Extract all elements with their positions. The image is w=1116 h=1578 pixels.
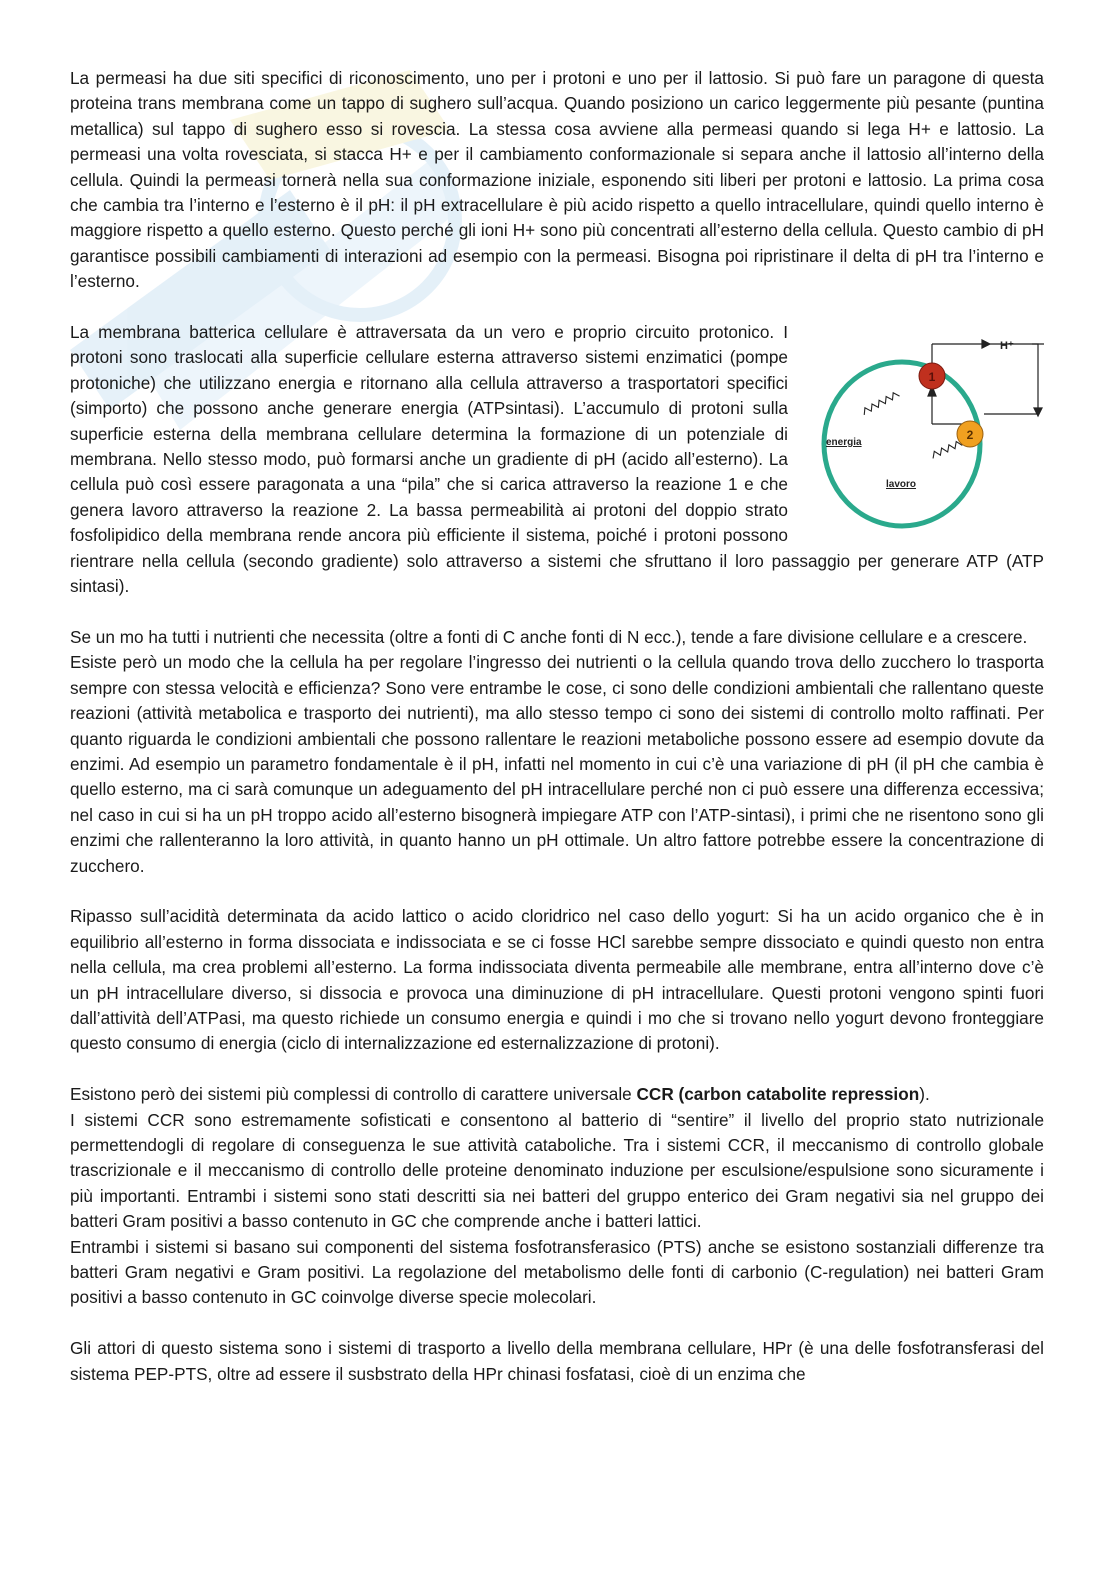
paragraph-pts: Entrambi i sistemi si basano sui componenti del sistema fosfotransferasico (PTS) anche se esistono sostanziali differenze tra batteri Gram negativi e Gram positivi. La regolazione del metabolismo delle fonti di carbonio (C-regulation) nei batteri Gram positivi a basso contenuto in GC coinvolge diverse specie molecolari. <box>70 1236 1044 1308</box>
h-plus-label: H⁺ <box>1000 340 1014 353</box>
energia-wave <box>861 391 899 415</box>
paragraph-attori: Gli attori di questo sistema sono i sistemi di trasporto a livello della membrana cellulare, HPr (è una delle fosfotransferasi del sistema PEP-PTS, oltre ad essere il susbstrato della HPr chinasi fosfatasi, cioè di un enzima che <box>70 1338 1044 1384</box>
ccr-intro-end: ). <box>919 1084 930 1105</box>
paragraph-yogurt: Ripasso sull’acidità determinata da acido lattico o acido cloridrico nel caso dello yogurt: Si ha un acido organico che è in equilibrio all’esterno in forma dissociata e indissociata e se ci fosse HCl sarebbe sempre dissociato e quindi questo non entra nella cellula, ma crea problemi all’esterno. La forma indissociata diventa permeabile alle membrane, entra all’interno dove c’è un pH intracellulare diverso, si dissocia e provoca una diminuzione di pH intracellulare. Questi protoni vengono spinti fuori dall’attività dell’ATPasi, ma questo richiede un consumo energia e quindi i mo che si trovano nello yogurt devono fronteggiare questo consumo di energia (ciclo di internalizzazione ed esternalizzazione di protoni). <box>70 906 1044 1054</box>
paragraph-circuito-protonico: La membrana batterica cellulare è attraversata da un vero e proprio circuito protonico. I protoni sono traslocati alla superficie cellulare esterna attraverso sistemi enzimatici (pompe protoniche) che utilizzano energia e ritornano alla cellula attraverso a trasportatori specifici (simporto) che possono anche generare energia (ATPsintasi). L’accumulo di protoni sulla superficie esterna della membrana cellulare determina la formazione di un potenziale di membrana. Nello stesso modo, può formarsi anche un gradiente di pH (acido all’esterno). La cellula può così essere paragonata a una “pila” che si carica attraverso la reazione 1 e che genera lavoro attraverso la reazione 2. La bassa permeabilità ai protoni del doppio strato fosfolipidico della membrana rende ancora più efficiente il sistema, poiché i protoni possono rientrare nella cellula (secondo gradiente) solo attraverso a sistemi che sfruttano il loro passaggio per generare ATP (ATP sintasi). <box>70 322 1044 597</box>
paragraph-permeasi: La permeasi ha due siti specifici di riconoscimento, uno per i protoni e uno per il lattosio. Si può fare un paragone di questa proteina trans membrana come un tappo di sughero sull’acqua. Quando posiziono un carico leggermente più pesante (puntina metallica) sul tappo di sughero esso si rovescia. La stessa cosa avviene alla permeasi quando si lega H+ e lattosio. La permeasi una volta rovesciata, si stacca H+ e per il cambiamento conformazionale si separa anche il lattosio all’interno della cellula. Quindi la permeasi tornerà nella sua conformazione iniziale, esponendo siti liberi per protoni e lattosio. La prima cosa che cambia tra l’interno e l’esterno è il pH: il pH extracellulare è più acido rispetto a quello intracellulare, quindi quello interno è maggiore rispetto a quello esterno. Questo perché gli ioni H+ sono più concentrati all’esterno della cellula. Questo cambio di pH garantisce possibili cambiamenti di interazioni ad esempio con la permeasi. Bisogna poi ripristinare il delta di pH tra l’interno e l’esterno. <box>70 68 1044 292</box>
ccr-term: CCR (carbon catabolite repression <box>636 1084 920 1105</box>
proton-circuit-diagram <box>812 324 1044 538</box>
ccr-intro-text: Esistono però dei sistemi più complessi di controllo di carattere universale <box>70 1084 637 1105</box>
paragraph-ccr-systems: I sistemi CCR sono estremamente sofisticati e consentono al batterio di “sentire” il livello del proprio stato nutrizionale permettendogli di regolare di conseguenza le sue attività cataboliche. Tra i sistemi CCR, il meccanismo di controllo globale trascrizionale e il meccanismo di controllo delle proteine denominato induzione per esculsione/espulsione sono sicuramente i più importanti. Entrambi i sistemi sono stati descritti sia nei batteri del gruppo enterico dei Gram negativi sia nel gruppo dei batteri Gram positivi a basso contenuto in GC che comprende anche i batteri lattici. <box>70 1109 1044 1232</box>
lavoro-label: lavoro <box>886 479 917 491</box>
lavoro-wave <box>931 440 963 458</box>
site-1-label: 1 <box>928 370 936 385</box>
site-2-label: 2 <box>966 428 974 443</box>
energia-label: energia <box>826 437 862 449</box>
proton-circuit-figure <box>812 324 1044 538</box>
document-body <box>70 66 1044 1387</box>
paragraph-regolazione: Esiste però un modo che la cellula ha per regolare l’ingresso dei nutrienti o la cellula quando trova dello zucchero lo trasporta sempre con stessa velocità e efficienza? Sono vere entrambe le cose, ci sono delle condizioni ambientali che rallentano queste reazioni (attività metabolica e trasporto dei nutrienti), ma allo stesso tempo ci sono dei sistemi di controllo molto raffinati. Per quanto riguarda le condizioni ambientali che possono rallentare le reazioni metaboliche possono essere ad esempio dovute da enzimi. Ad esempio un parametro fondamentale è il pH, infatti nel momento in cui c’è una variazione di pH (il pH che cambia è quello esterno, ma ci sarà comunque un adeguamento del pH intracellulare perché non ci può essere una differenza eccessiva; nel caso in cui si ha un pH troppo acido all’esterno bisognerà impiegare ATP con l’ATP-sintasi), i primi che ne risentono sono gli enzimi che rallenteranno la loro attività, in quanto hanno un pH ottimale. Un altro fattore potrebbe essere la concentrazione di zucchero. <box>70 652 1044 876</box>
paragraph-nutrienti: Se un mo ha tutti i nutrienti che necessita (oltre a fonti di C anche fonti di N ecc.), tende a fare divisione cellulare e a crescere. <box>70 626 1028 647</box>
paragraph-ccr-intro <box>70 1082 1044 1107</box>
